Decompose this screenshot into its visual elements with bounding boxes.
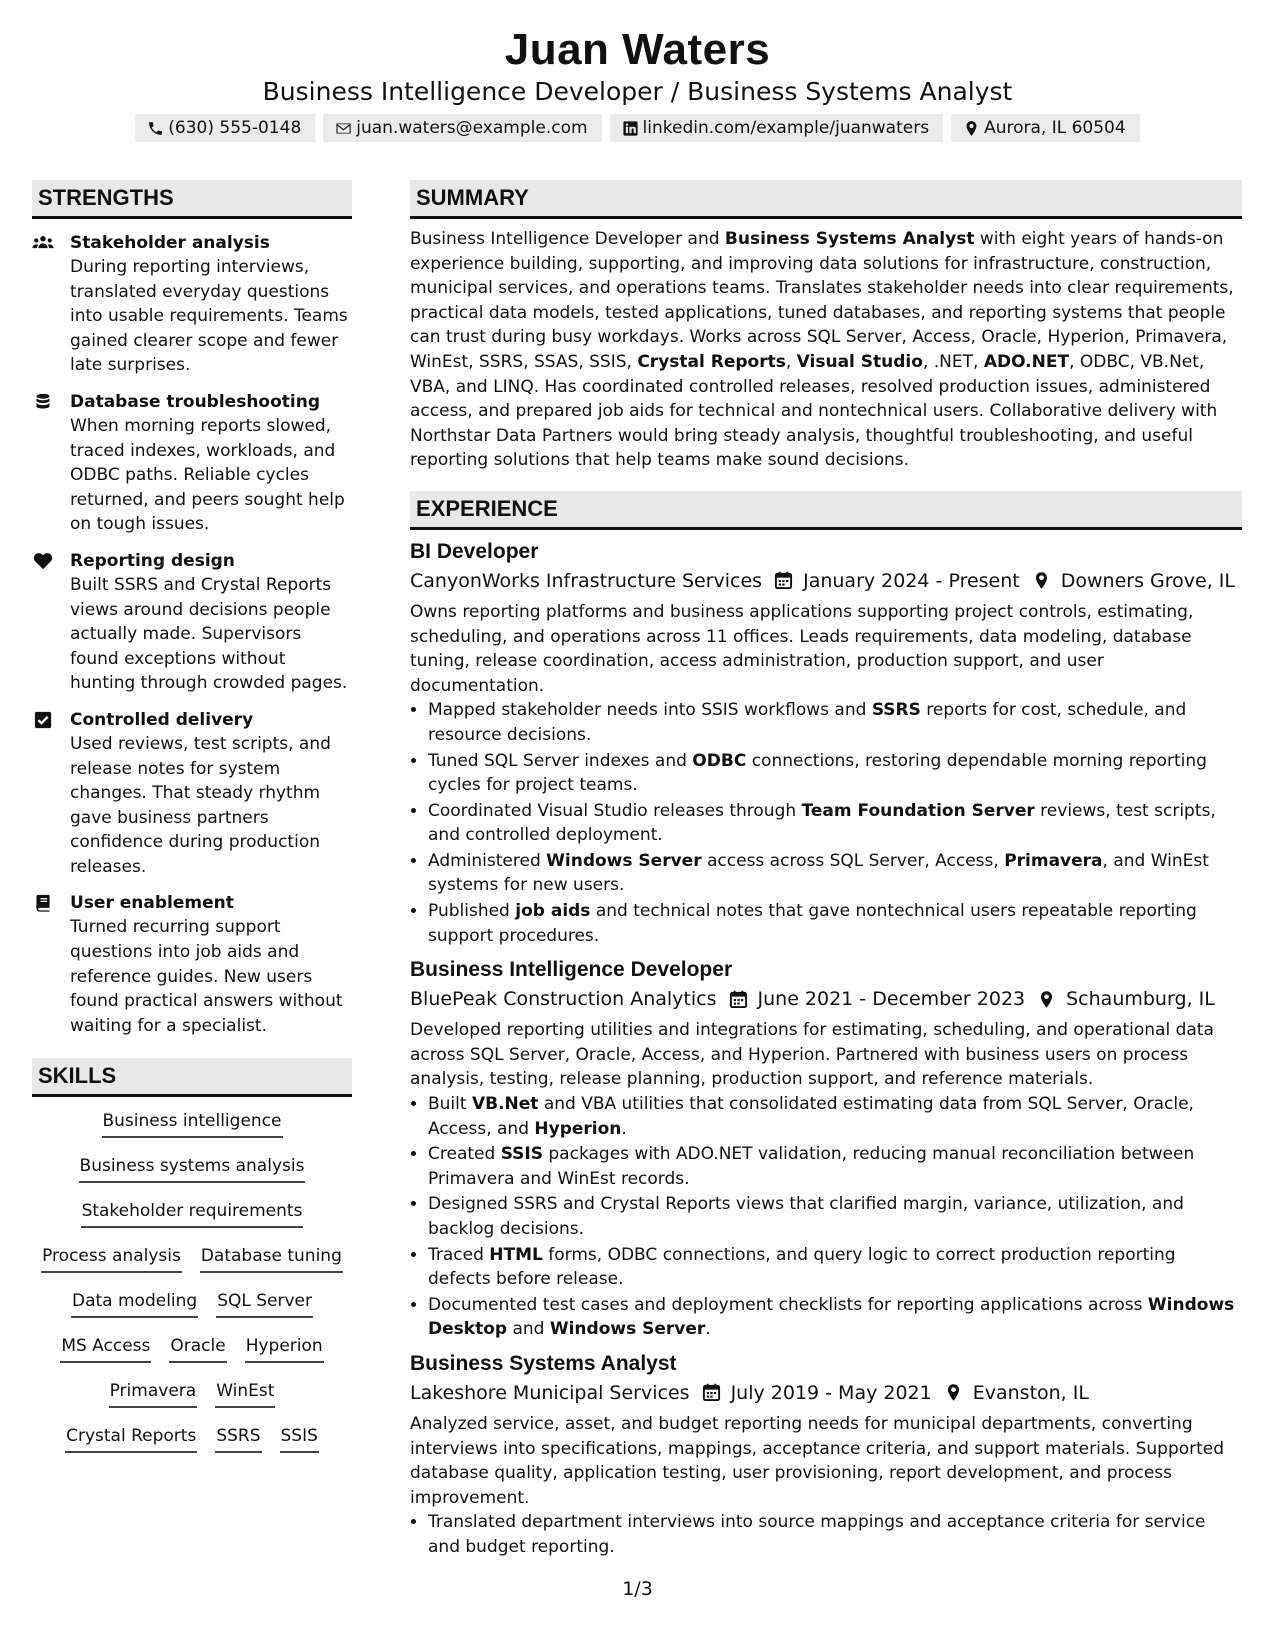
left-column xyxy=(32,180,352,1469)
skill-tag: SSIS xyxy=(280,1424,319,1453)
job-description: Owns reporting platforms and business applications supporting project controls, estimating, scheduling, and operations across 11 offices. Leads requirements, data modeling, database tuning, release coordination, access administration, production support, and user documentation. xyxy=(410,601,1194,696)
phone-text: (630) 555-0148 xyxy=(168,118,302,138)
strength-item xyxy=(32,549,352,696)
calendar-icon xyxy=(729,990,748,1009)
job-location: Evanston, IL xyxy=(972,1381,1089,1404)
contact-location xyxy=(951,114,1140,142)
skills-list xyxy=(32,1109,352,1469)
job-title: Business Intelligence Developer xyxy=(410,958,733,982)
job-description: Developed reporting utilities and integrations for estimating, scheduling, and operational data across SQL Server, Oracle, Access, and Hyperion. Partnered with business users on process analysis, testing, release planning, production support, and reference materials. xyxy=(410,1020,1214,1090)
map-pin-icon xyxy=(963,120,980,137)
job-meta xyxy=(410,984,1242,1014)
contact-phone[interactable] xyxy=(135,114,315,142)
skill-tag: SQL Server xyxy=(216,1289,313,1318)
skill-tag: WinEst xyxy=(215,1379,275,1408)
skill-row xyxy=(32,1244,352,1289)
job-bullet: • Traced HTML forms, ODBC connections, and query logic to correct production reporting defects before release. xyxy=(428,1243,1242,1292)
skill-tag: Business intelligence xyxy=(102,1109,283,1138)
job-title: Business Systems Analyst xyxy=(410,1351,677,1375)
calendar-icon xyxy=(702,1383,721,1402)
skill-tag: Business systems analysis xyxy=(79,1154,306,1183)
checkbox-icon xyxy=(32,708,70,880)
skill-tag: Database tuning xyxy=(200,1244,343,1273)
candidate-name: Juan Waters xyxy=(504,25,771,74)
linkedin-text: linkedin.com/example/juanwaters xyxy=(642,118,930,138)
experience-list xyxy=(410,538,1242,1560)
strength-title: User enablement xyxy=(70,893,234,914)
contact-bar xyxy=(0,114,1275,142)
strength-item xyxy=(32,231,352,378)
summary-text: Business Intelligence Developer and Business Systems Analyst with eight years of hands-on experience building, supporting, and improving data solutions for infrastructure, construction, municipal services, and operations teams. Translates stakeholder needs into clear requirements, practical data models, tested applications, tuned databases, and reporting systems that people can trust during busy workdays. Works across SQL Server, Access, Oracle, Hyperion, Primavera, WinEst, SSRS, SSAS, SSIS, Crystal Reports, Visual Studio, .NET, ADO.NET, ODBC, VB.Net, VBA, and LINQ. Has coordinated controlled releases, resolved production issues, administered access, and prepared job aids for technical and nontechnical users. Collaborative delivery with Northstar Data Partners would bring steady analysis, thoughtful troubleshooting, and useful reporting solutions that help teams make sound decisions. xyxy=(410,229,1234,471)
job-bullet: • Mapped stakeholder needs into SSIS workflows and SSRS reports for cost, schedule, and resource decisions. xyxy=(428,698,1242,747)
strength-desc: Built SSRS and Crystal Reports views around decisions people actually made. Supervisors found exceptions without hunting through crowded pages. xyxy=(70,574,348,694)
skill-tag: Hyperion xyxy=(245,1334,324,1363)
location-text: Aurora, IL 60504 xyxy=(984,118,1126,138)
job-bullet: • Designed SSRS and Crystal Reports views that clarified margin, variance, utilization, and backlog decisions. xyxy=(428,1192,1242,1241)
skill-tag: Process analysis xyxy=(41,1244,182,1273)
summary-heading: SUMMARY xyxy=(410,180,1242,219)
heart-icon xyxy=(32,549,70,696)
strength-title: Reporting design xyxy=(70,550,235,571)
skill-row xyxy=(32,1199,352,1244)
page-number: 1/3 xyxy=(622,1578,653,1600)
skill-row xyxy=(32,1109,352,1154)
contact-linkedin[interactable] xyxy=(610,114,944,142)
strength-item xyxy=(32,390,352,537)
strength-title: Controlled delivery xyxy=(70,709,254,730)
strength-title: Stakeholder analysis xyxy=(70,233,270,253)
job-bullets xyxy=(410,1510,1242,1559)
job-dates: June 2021 - December 2023 xyxy=(757,988,1026,1011)
users-icon xyxy=(32,231,70,378)
strength-desc: Turned recurring support questions into job aids and reference guides. New users found practical answers without waiting for a specialist. xyxy=(70,917,343,1036)
strengths-list xyxy=(32,231,352,1038)
job-bullet: • Coordinated Visual Studio releases through Team Foundation Server reviews, test scripts, and controlled deployment. xyxy=(428,799,1242,848)
job-bullet: • Documented test cases and deployment checklists for reporting applications across Windows Desktop and Windows Server. xyxy=(428,1293,1242,1342)
database-icon xyxy=(32,390,70,537)
job-bullet: • Built VB.Net and VBA utilities that consolidated estimating data from SQL Server, Oracle, Access, and Hyperion. xyxy=(428,1092,1242,1141)
job-entry xyxy=(410,956,1242,1342)
skill-row xyxy=(32,1289,352,1334)
job-bullet: • Tuned SQL Server indexes and ODBC connections, restoring dependable morning reporting cycles for project teams. xyxy=(428,749,1242,798)
strength-desc: Used reviews, test scripts, and release notes for system changes. That steady rhythm gave business partners confidence during production releases. xyxy=(70,733,331,877)
calendar-icon xyxy=(774,571,793,590)
right-column xyxy=(410,180,1242,1566)
strength-item xyxy=(32,891,352,1038)
contact-email[interactable] xyxy=(323,114,601,142)
skill-row xyxy=(32,1154,352,1199)
strength-title: Database troubleshooting xyxy=(70,391,321,412)
job-dates: January 2024 - Present xyxy=(803,569,1020,592)
skill-tag: SSRS xyxy=(215,1424,261,1453)
job-bullet: • Administered Windows Server access across SQL Server, Access, Primavera, and WinEst systems for new users. xyxy=(428,849,1242,898)
job-company: Lakeshore Municipal Services xyxy=(410,1381,690,1404)
skill-tag: Primavera xyxy=(109,1379,198,1408)
job-bullet: • Translated department interviews into source mappings and acceptance criteria for service and budget reporting. xyxy=(428,1510,1242,1559)
map-pin-icon xyxy=(1037,990,1056,1009)
resume-header xyxy=(0,0,1275,142)
skill-row xyxy=(32,1379,352,1424)
strength-desc: When morning reports slowed, traced indexes, workloads, and ODBC paths. Reliable cycles returned, and peers sought help on tough issues. xyxy=(70,415,345,535)
linkedin-icon xyxy=(622,120,639,137)
book-icon xyxy=(32,891,70,1038)
job-entry xyxy=(410,1350,1242,1560)
map-pin-icon xyxy=(1032,571,1051,590)
skill-tag: Oracle xyxy=(169,1334,226,1363)
job-company: BluePeak Construction Analytics xyxy=(410,988,717,1011)
job-entry xyxy=(410,538,1242,948)
skill-tag: Stakeholder requirements xyxy=(81,1199,304,1228)
map-pin-icon xyxy=(944,1383,963,1402)
job-dates: July 2019 - May 2021 xyxy=(730,1381,932,1404)
skill-row xyxy=(32,1334,352,1379)
envelope-icon xyxy=(335,120,352,137)
candidate-title: Business Intelligence Developer / Business Systems Analyst xyxy=(262,77,1013,106)
strength-desc: During reporting interviews, translated everyday questions into usable requirements. Teams gained clearer scope and fewer late surprises. xyxy=(70,257,348,376)
job-bullet: • Created SSIS packages with ADO.NET validation, reducing manual reconciliation between Primavera and WinEst records. xyxy=(428,1142,1242,1191)
job-title: BI Developer xyxy=(410,539,539,563)
job-company: CanyonWorks Infrastructure Services xyxy=(410,569,763,592)
job-bullets xyxy=(410,1092,1242,1342)
job-description: Analyzed service, asset, and budget reporting needs for municipal departments, converting interviews into specifications, mappings, acceptance criteria, and support materials. Supported database quality, application testing, user provisioning, report development, and process improvement. xyxy=(410,1413,1225,1508)
job-meta xyxy=(410,566,1242,596)
skill-tag: MS Access xyxy=(60,1334,151,1363)
phone-icon xyxy=(147,120,164,137)
email-text: juan.waters@example.com xyxy=(356,118,588,138)
strengths-heading: STRENGTHS xyxy=(32,180,352,219)
skill-row xyxy=(32,1424,352,1469)
job-location: Downers Grove, IL xyxy=(1060,569,1235,592)
skills-heading: SKILLS xyxy=(32,1058,352,1097)
strength-item xyxy=(32,708,352,880)
job-meta xyxy=(410,1378,1242,1408)
job-bullet: • Published job aids and technical notes that gave nontechnical users repeatable reporting support procedures. xyxy=(428,899,1242,948)
job-bullets xyxy=(410,698,1242,948)
skill-tag: Data modeling xyxy=(71,1289,198,1318)
skill-tag: Crystal Reports xyxy=(65,1424,197,1453)
experience-heading: EXPERIENCE xyxy=(410,491,1242,530)
job-location: Schaumburg, IL xyxy=(1066,988,1215,1011)
